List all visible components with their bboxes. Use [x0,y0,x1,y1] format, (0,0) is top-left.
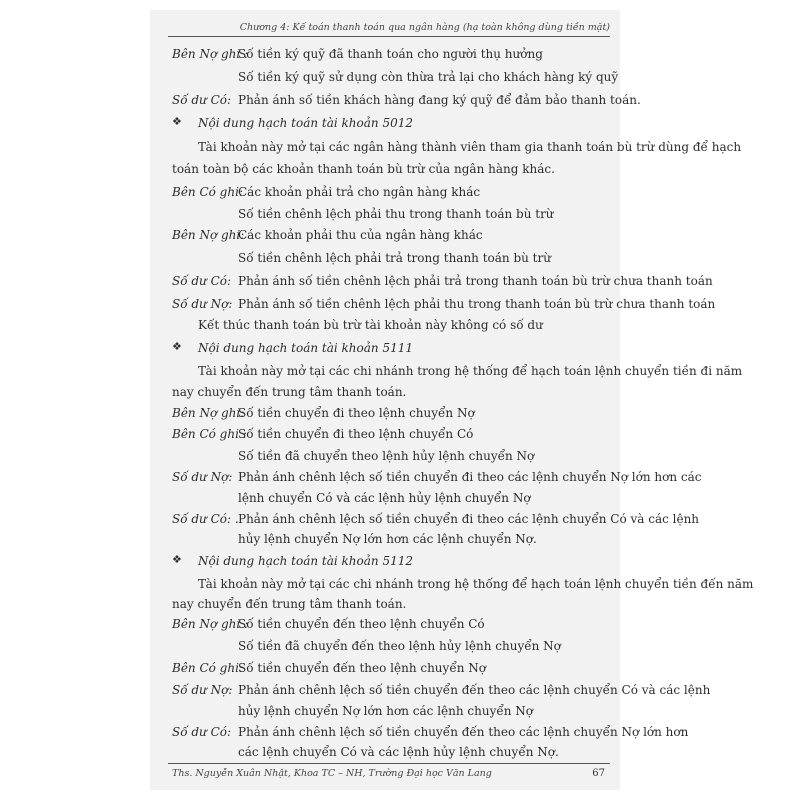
entry-label: Số dư Nợ: [172,297,233,311]
entry-label: Số dư Nợ: [172,470,233,484]
paragraph-line: toán toàn bộ các khoản thanh toán bù trừ của ngân hàng khác. [172,162,555,176]
diamond-bullet-icon: ❖ [172,340,182,353]
entry-label: Bên Nợ ghi: [172,228,245,242]
entry-label: Bên Nợ ghi: [172,406,245,420]
paragraph-line: nay chuyển đến trung tâm thanh toán. [172,385,407,399]
entry-text: Số tiền chuyển đến theo lệnh chuyển Nợ [238,661,486,675]
paragraph-line: Kết thúc thanh toán bù trừ tài khoản này không có số dư [198,318,543,332]
entry-label: Bên Có ghi: [172,185,243,199]
entry-text: lệnh chuyển Có và các lệnh hủy lệnh chuyển Nợ [238,491,531,505]
entry-text: Phản ánh chênh lệch số tiền chuyển đi theo các lệnh chuyển Có và các lệnh [238,512,700,526]
entry-text: Số tiền ký quỹ đã thanh toán cho người thụ hưởng [238,47,543,61]
entry-text: Phản ánh chênh lệch số tiền chuyển đi theo các lệnh chuyển Nợ lớn hơn các [238,470,702,484]
entry-text: Các khoản phải trả cho ngân hàng khác [238,185,481,199]
entry-label: Số dư Có: [172,274,232,288]
entry-label: Bên Nợ ghi : [172,617,249,631]
entry-text: Phản ánh số tiền khách hàng đang ký quỹ để đảm bảo thanh toán. [238,93,641,107]
entry-label: Số dư Có: [172,725,232,739]
entry-text: Số tiền chuyển đi theo lệnh chuyển Có [238,427,474,441]
paragraph-line: Tài khoản này mở tại các chi nhánh trong hệ thống để hạch toán lệnh chuyển tiền đi năm [198,364,743,378]
entry-text: Các khoản phải thu của ngân hàng khác [238,228,483,242]
entry-text: Số tiền ký quỹ sử dụng còn thừa trả lại cho khách hàng ký quỹ [238,70,619,84]
entry-text: các lệnh chuyển Có và các lệnh hủy lệnh chuyển Nợ. [238,745,559,759]
entry-label: Số dư Có: [172,93,232,107]
entry-text: Số tiền chuyển đi theo lệnh chuyển Nợ [238,406,475,420]
entry-label: Bên Nợ ghi : [172,47,249,61]
header-rule [168,36,610,37]
section-heading: Nội dung hạch toán tài khoản 5012 [198,116,413,130]
footer-author: Ths. Nguyễn Xuân Nhật, Khoa TC – NH, Trường Đại học Văn Lang [172,768,492,779]
entry-text: Số tiền chuyển đến theo lệnh chuyển Có [238,617,485,631]
entry-text: hủy lệnh chuyển Nợ lớn hơn các lệnh chuyển Nợ [238,704,534,718]
entry-text: Số tiền chênh lệch phải thu trong thanh toán bù trừ [238,207,554,221]
page-number: 67 [592,768,605,779]
entry-text: hủy lệnh chuyển Nợ lớn hơn các lệnh chuyển Nợ. [238,532,537,546]
paragraph-line: Tài khoản này mở tại các ngân hàng thành viên tham gia thanh toán bù trừ dùng để hạch [198,140,742,154]
entry-text: Số tiền chênh lệch phải trả trong thanh toán bù trừ [238,251,551,265]
paragraph-line: Tài khoản này mở tại các chi nhánh trong hệ thống để hạch toán lệnh chuyển tiền đến năm [198,577,754,591]
entry-label: Bên Có ghi : [172,427,247,441]
section-heading: Nội dung hạch toán tài khoản 5111 [198,341,413,355]
entry-label: Bên Có ghi: [172,661,243,675]
entry-text: Số tiền đã chuyển đến theo lệnh hủy lệnh chuyển Nợ [238,639,561,653]
entry-label: Số dư Nợ: [172,683,233,697]
entry-text: Phản ánh số tiền chênh lệch phải thu trong thanh toán bù trừ chưa thanh toán [238,297,716,311]
entry-label: Số dư Có: . [172,512,239,526]
entry-text: Phản ánh chênh lệch số tiền chuyển đến theo các lệnh chuyển Nợ lớn hơn [238,725,689,739]
entry-text: Phản ánh chênh lệch số tiền chuyển đến theo các lệnh chuyển Có và các lệnh [238,683,711,697]
section-heading: Nội dung hạch toán tài khoản 5112 [198,554,413,568]
running-header: Chương 4: Kế toán thanh toán qua ngân hàng (hạ toàn không dùng tiền mặt) [239,22,610,33]
paragraph-line: nay chuyển đến trung tâm thanh toán. [172,597,407,611]
entry-text: Số tiền đã chuyển theo lệnh hủy lệnh chuyển Nợ [238,449,535,463]
diamond-bullet-icon: ❖ [172,115,182,128]
footer-rule [168,763,610,764]
entry-text: Phản ánh số tiền chênh lệch phải trả trong thanh toán bù trừ chưa thanh toán [238,274,713,288]
diamond-bullet-icon: ❖ [172,553,182,566]
